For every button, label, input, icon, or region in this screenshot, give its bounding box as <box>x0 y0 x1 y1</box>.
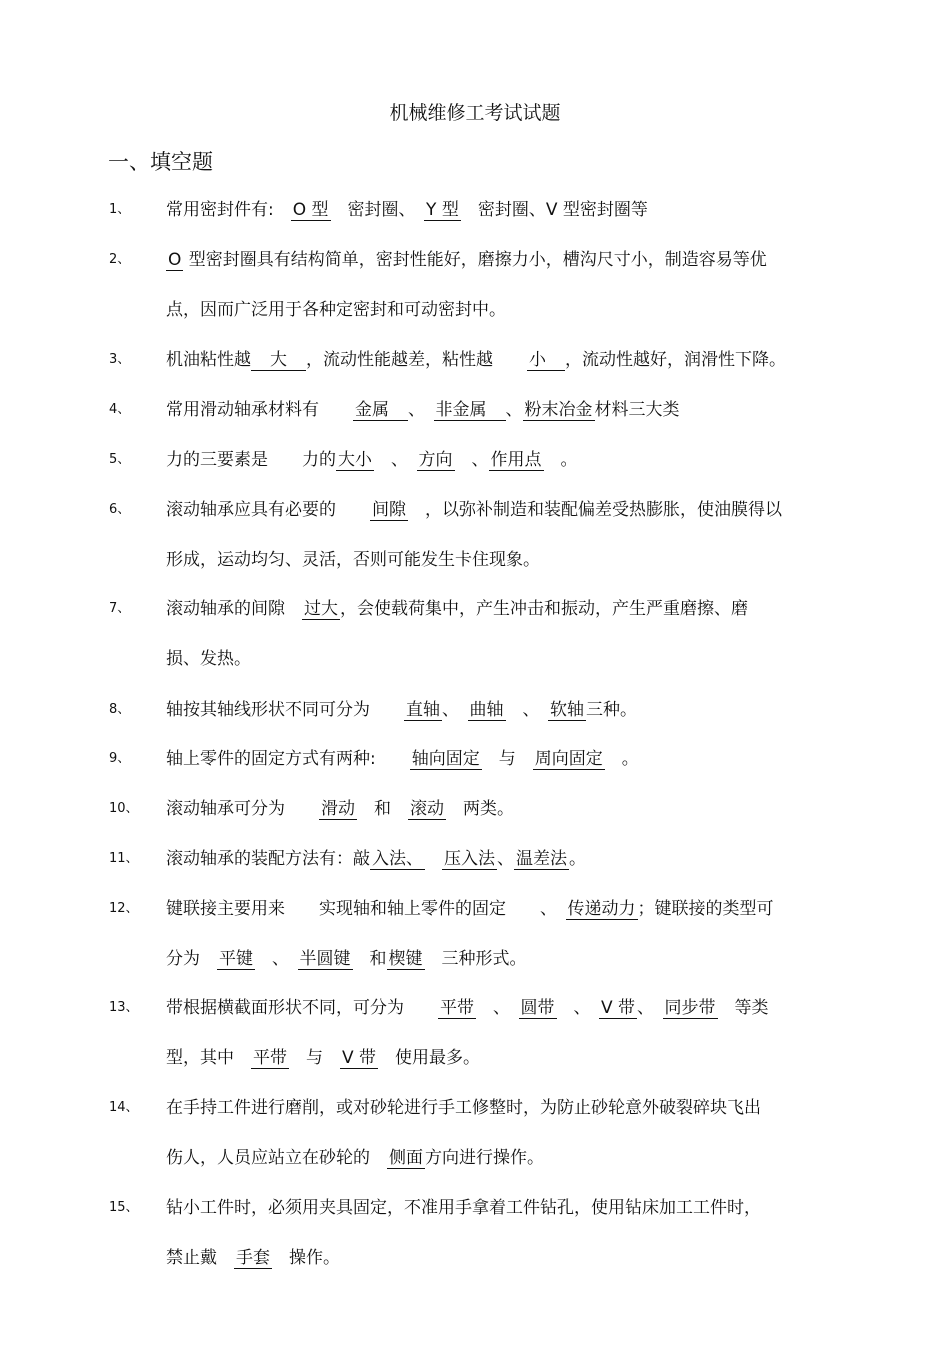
question-text <box>166 698 637 722</box>
question-text <box>166 1046 480 1070</box>
question-text <box>166 248 767 272</box>
answer-blank: 手套 <box>236 1248 270 1268</box>
question-text <box>166 198 648 222</box>
text-segment: 、 <box>454 450 489 470</box>
text-segment: 带根据横截面形状不同，可分为 <box>166 998 438 1018</box>
text-segment: 滚动轴承可分为 <box>166 799 319 819</box>
question-text <box>166 996 769 1020</box>
answer-blank: 小 <box>529 350 563 370</box>
question-number: 6、 <box>109 502 131 517</box>
question-text <box>166 597 748 621</box>
text-segment: 型，其中 <box>166 1048 251 1068</box>
answer-blank: 轴向固定 <box>411 749 480 769</box>
text-segment: 、 <box>556 998 599 1018</box>
question-text <box>166 797 514 821</box>
text-segment: ，以弥补制造和装配偏差受热膨胀，使油膜得以 <box>408 500 782 520</box>
question-number: 11、 <box>109 851 139 866</box>
answer-blank: 方向 <box>418 450 453 470</box>
question-text <box>166 498 782 522</box>
answer-blank: 侧面 <box>389 1148 423 1168</box>
question-text <box>166 897 774 921</box>
text-segment: ，流动性能越差，粘性越 <box>306 350 527 370</box>
text-segment: 伤人，人员应站立在砂轮的 <box>166 1148 387 1168</box>
question-number: 2、 <box>109 252 131 267</box>
text-segment: 键联接主要用来 实现轴和轴上零件的固定 、 <box>166 899 566 919</box>
text-segment: 滚动轴承的装配方法有：敲 <box>166 849 370 869</box>
text-segment: 滚动轴承的间隙 <box>166 599 302 619</box>
answer-blank: V 带 <box>342 1048 377 1068</box>
answer-blank: Y 型 <box>426 200 459 220</box>
page-title: 机械维修工考试试题 <box>389 102 561 124</box>
text-segment: 等类 <box>717 998 769 1018</box>
answer-blank: 楔键 <box>388 949 423 969</box>
question-text <box>166 747 639 771</box>
question-text <box>166 348 786 372</box>
answer-blank: 平带 <box>440 998 474 1018</box>
answer-blank: O 型 <box>292 200 329 220</box>
question-number: 4、 <box>109 402 131 417</box>
text-segment: 与 <box>289 1048 340 1068</box>
question-number: 14、 <box>109 1100 139 1115</box>
answer-blank: 粉末冶金 <box>524 400 593 420</box>
question-text <box>166 847 586 871</box>
answer-blank: 压入法 <box>444 849 495 869</box>
text-segment: 常用滑动轴承材料有 <box>166 400 353 420</box>
text-segment: ；键联接的类型可 <box>637 899 774 919</box>
answer-blank: 滑动 <box>321 799 355 819</box>
text-segment: 、 <box>505 700 548 720</box>
answer-blank: 传递动力 <box>567 899 636 919</box>
text-segment: 轴上零件的固定方式有两种: <box>166 749 410 769</box>
answer-blank: 软轴 <box>550 700 584 720</box>
section-heading: 一、填空题 <box>108 150 213 174</box>
text-segment: 点，因而广泛用于各种定密封和可动密封中。 <box>166 300 506 320</box>
text-segment: 分为 <box>166 949 217 969</box>
question-number: 5、 <box>109 452 131 467</box>
text-segment: 三种形式。 <box>424 949 527 969</box>
answer-blank: 平带 <box>253 1048 287 1068</box>
answer-blank: 直轴 <box>406 700 440 720</box>
text-segment: 钻小工件时，必须用夹具固定，不准用手拿着工件钻孔，使用钻床加工工件时， <box>166 1198 761 1218</box>
question-text <box>166 1246 340 1270</box>
answer-blank: 曲轴 <box>469 700 504 720</box>
text-segment: 损、发热。 <box>166 649 251 669</box>
text-segment: 与 <box>481 749 533 769</box>
text-segment: 和 <box>352 949 387 969</box>
answer-blank: 半圆键 <box>299 949 351 969</box>
answer-blank: 滚动 <box>410 799 444 819</box>
question-text <box>166 298 506 322</box>
question-text <box>166 947 527 971</box>
question-number: 13、 <box>109 1000 139 1015</box>
text-segment: 、 <box>408 400 434 420</box>
text-segment: 两类。 <box>446 799 514 819</box>
question-number: 7、 <box>109 601 131 616</box>
answer-blank: 作用点 <box>490 450 542 470</box>
text-segment: 操作。 <box>272 1248 340 1268</box>
text-segment: 。 <box>543 450 578 470</box>
answer-blank: O <box>168 250 182 270</box>
text-segment: 滚动轴承应具有必要的 <box>166 500 370 520</box>
text-segment: 、 <box>637 998 663 1018</box>
question-number: 15、 <box>109 1200 139 1215</box>
question-number: 12、 <box>109 901 139 916</box>
question-text <box>166 1146 544 1170</box>
text-segment: ，流动性越好，润滑性下降。 <box>565 350 786 370</box>
text-segment: 禁止戴 <box>166 1248 234 1268</box>
question-text <box>166 647 251 671</box>
answer-blank: 周向固定 <box>534 749 603 769</box>
answer-blank: 大小 <box>338 450 372 470</box>
text-segment: 方向进行操作。 <box>425 1148 544 1168</box>
answer-blank: 圆带 <box>520 998 555 1018</box>
text-segment <box>425 849 442 869</box>
text-segment: 力的三要素是 力的 <box>166 450 336 470</box>
text-segment: 材料三大类 <box>594 400 680 420</box>
text-segment: 三种。 <box>586 700 637 720</box>
question-text <box>166 448 578 472</box>
answer-blank: 温差法 <box>516 849 567 869</box>
question-number: 1、 <box>109 202 131 217</box>
answer-blank: V 带 <box>601 998 636 1018</box>
text-segment: 和 <box>357 799 408 819</box>
text-segment: 使用最多。 <box>378 1048 481 1068</box>
question-number: 8、 <box>109 702 131 717</box>
text-segment: 。 <box>604 749 639 769</box>
text-segment: 密封圈、 <box>330 200 425 220</box>
answer-blank: 平键 <box>219 949 253 969</box>
text-segment: 。 <box>569 849 586 869</box>
answer-blank: 大 <box>253 350 304 370</box>
text-segment: ，会使载荷集中，产生冲击和振动，产生严重磨擦、磨 <box>340 599 748 619</box>
text-segment: 轴按其轴线形状不同可分为 <box>166 700 404 720</box>
text-segment: 、 <box>255 949 298 969</box>
answer-blank: 非金属 <box>435 400 504 420</box>
question-text <box>166 1096 761 1120</box>
answer-blank: 间隙 <box>372 500 406 520</box>
text-segment: 、 <box>505 400 523 420</box>
text-segment: 密封圈、V 型密封圈等 <box>460 200 648 220</box>
question-number: 10、 <box>109 801 139 816</box>
answer-blank: 入法、 <box>372 849 423 869</box>
text-segment: 、 <box>374 450 417 470</box>
answer-blank: 同步带 <box>664 998 716 1018</box>
question-text <box>166 548 540 572</box>
text-segment: 形成，运动均匀、灵活，否则可能发生卡住现象。 <box>166 550 540 570</box>
question-text <box>166 1196 761 1220</box>
text-segment: 、 <box>497 849 514 869</box>
text-segment: 常用密封件有: <box>166 200 291 220</box>
question-text <box>166 398 680 422</box>
text-segment: 、 <box>442 700 468 720</box>
answer-blank: 过大 <box>304 599 338 619</box>
question-number: 3、 <box>109 352 131 367</box>
text-segment: 型密封圈具有结构简单，密封性能好，磨擦力小，槽沟尺寸小，制造容易等优 <box>183 250 767 270</box>
text-segment: 机油粘性越 <box>166 350 251 370</box>
question-number: 9、 <box>109 751 131 766</box>
answer-blank: 金属 <box>355 400 406 420</box>
text-segment: 在手持工件进行磨削，或对砂轮进行手工修整时，为防止砂轮意外破裂碎块飞出 <box>166 1098 761 1118</box>
text-segment: 、 <box>476 998 519 1018</box>
